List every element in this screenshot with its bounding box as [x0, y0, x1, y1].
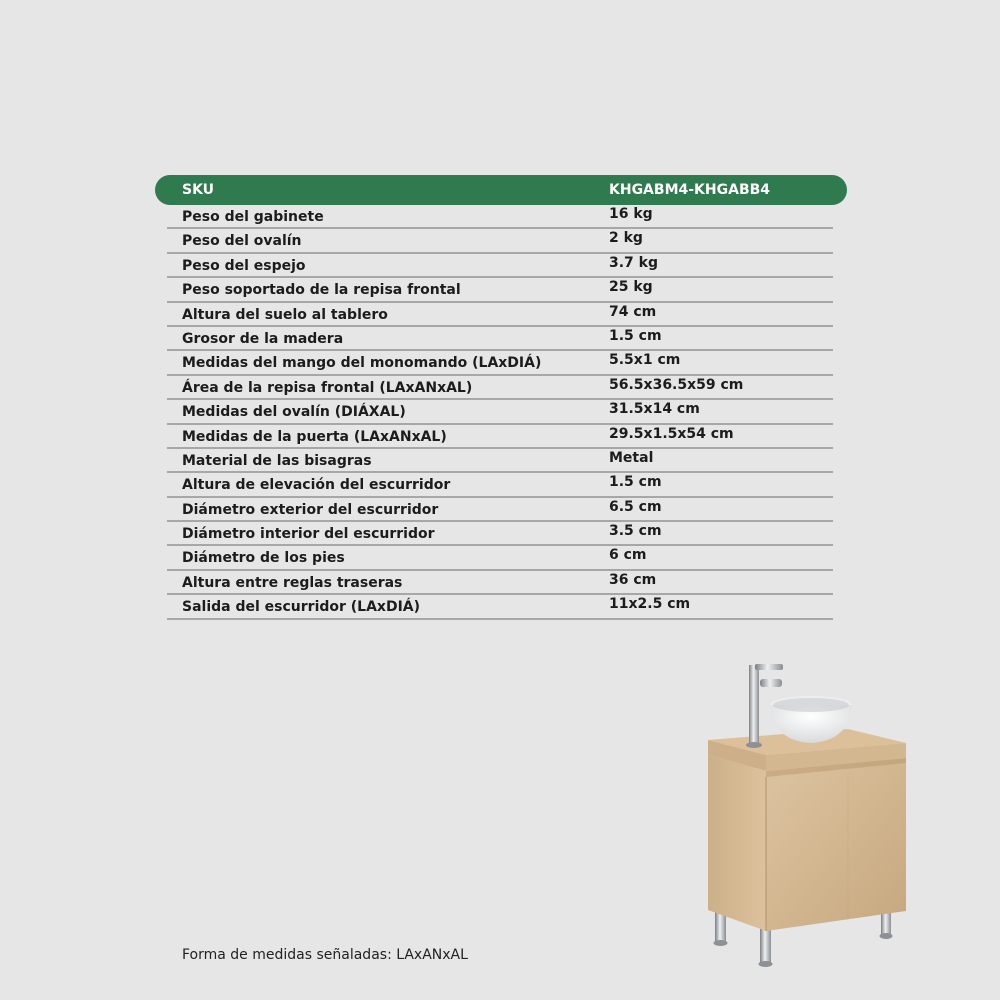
row-label: Diámetro de los pies: [182, 550, 345, 567]
row-value: 3.5 cm: [609, 523, 662, 540]
row-value: 16 kg: [609, 206, 653, 222]
table-row: [167, 498, 833, 522]
row-label: Altura del suelo al tablero: [182, 306, 388, 323]
table-row: [167, 595, 833, 619]
vanity-cabinet-illustration: [700, 655, 915, 975]
row-value: Metal: [609, 449, 654, 466]
row-label: Material de las bisagras: [182, 452, 372, 469]
row-label: Salida del escurridor (LAxDIÁ): [182, 599, 421, 616]
row-label: Diámetro exterior del escurridor: [182, 501, 439, 518]
row-value: 6 cm: [609, 547, 647, 564]
table-row: [167, 473, 833, 497]
table-body: [167, 205, 833, 620]
header-label: SKU: [182, 182, 215, 198]
table-row: [167, 376, 833, 400]
row-value: 29.5x1.5x54 cm: [609, 425, 734, 442]
table-row: [167, 522, 833, 546]
row-value: 36 cm: [609, 571, 657, 588]
row-value: 25 kg: [609, 279, 653, 296]
row-label: Área de la repisa frontal (LAxANxAL): [182, 379, 473, 396]
spec-table: [155, 175, 847, 620]
row-value: 56.5x36.5x59 cm: [609, 376, 744, 393]
measurement-footnote: Forma de medidas señaladas: LAxANxAL: [182, 947, 468, 963]
row-label: Altura entre reglas traseras: [182, 574, 403, 591]
table-row: [167, 425, 833, 449]
row-value: 5.5x1 cm: [609, 352, 681, 369]
row-label: Peso soportado de la repisa frontal: [182, 282, 461, 299]
row-value: 3.7 kg: [609, 254, 659, 271]
table-row: [167, 449, 833, 473]
row-label: Peso del gabinete: [182, 209, 324, 225]
table-row: [167, 571, 833, 595]
header-value: KHGABM4-KHGABB4: [609, 182, 771, 198]
table-row: [167, 351, 833, 375]
row-label: Peso del espejo: [182, 257, 306, 274]
row-value: 1.5 cm: [609, 474, 662, 491]
row-label: Medidas del mango del monomando (LAxDIÁ): [182, 355, 542, 372]
row-value: 1.5 cm: [609, 327, 662, 344]
row-label: Medidas del ovalín (DIÁXAL): [182, 404, 406, 421]
row-value: 2 kg: [609, 230, 643, 247]
table-row: [167, 205, 833, 229]
row-label: Peso del ovalín: [182, 233, 302, 250]
table-row: [167, 546, 833, 570]
row-value: 31.5x14 cm: [609, 401, 700, 418]
row-value: 6.5 cm: [609, 498, 662, 515]
table-row: [167, 327, 833, 351]
table-row: [167, 303, 833, 327]
row-label: Medidas de la puerta (LAxANxAL): [182, 428, 447, 445]
row-value: 74 cm: [609, 303, 657, 320]
row-label: Grosor de la madera: [182, 330, 344, 347]
table-header: [155, 175, 847, 205]
table-row: [167, 278, 833, 302]
row-value: 11x2.5 cm: [609, 596, 691, 613]
row-label: Altura de elevación del escurridor: [182, 477, 451, 494]
row-label: Diámetro interior del escurridor: [182, 526, 435, 543]
table-row: [167, 254, 833, 278]
table-row: [167, 400, 833, 424]
table-row: [167, 229, 833, 253]
